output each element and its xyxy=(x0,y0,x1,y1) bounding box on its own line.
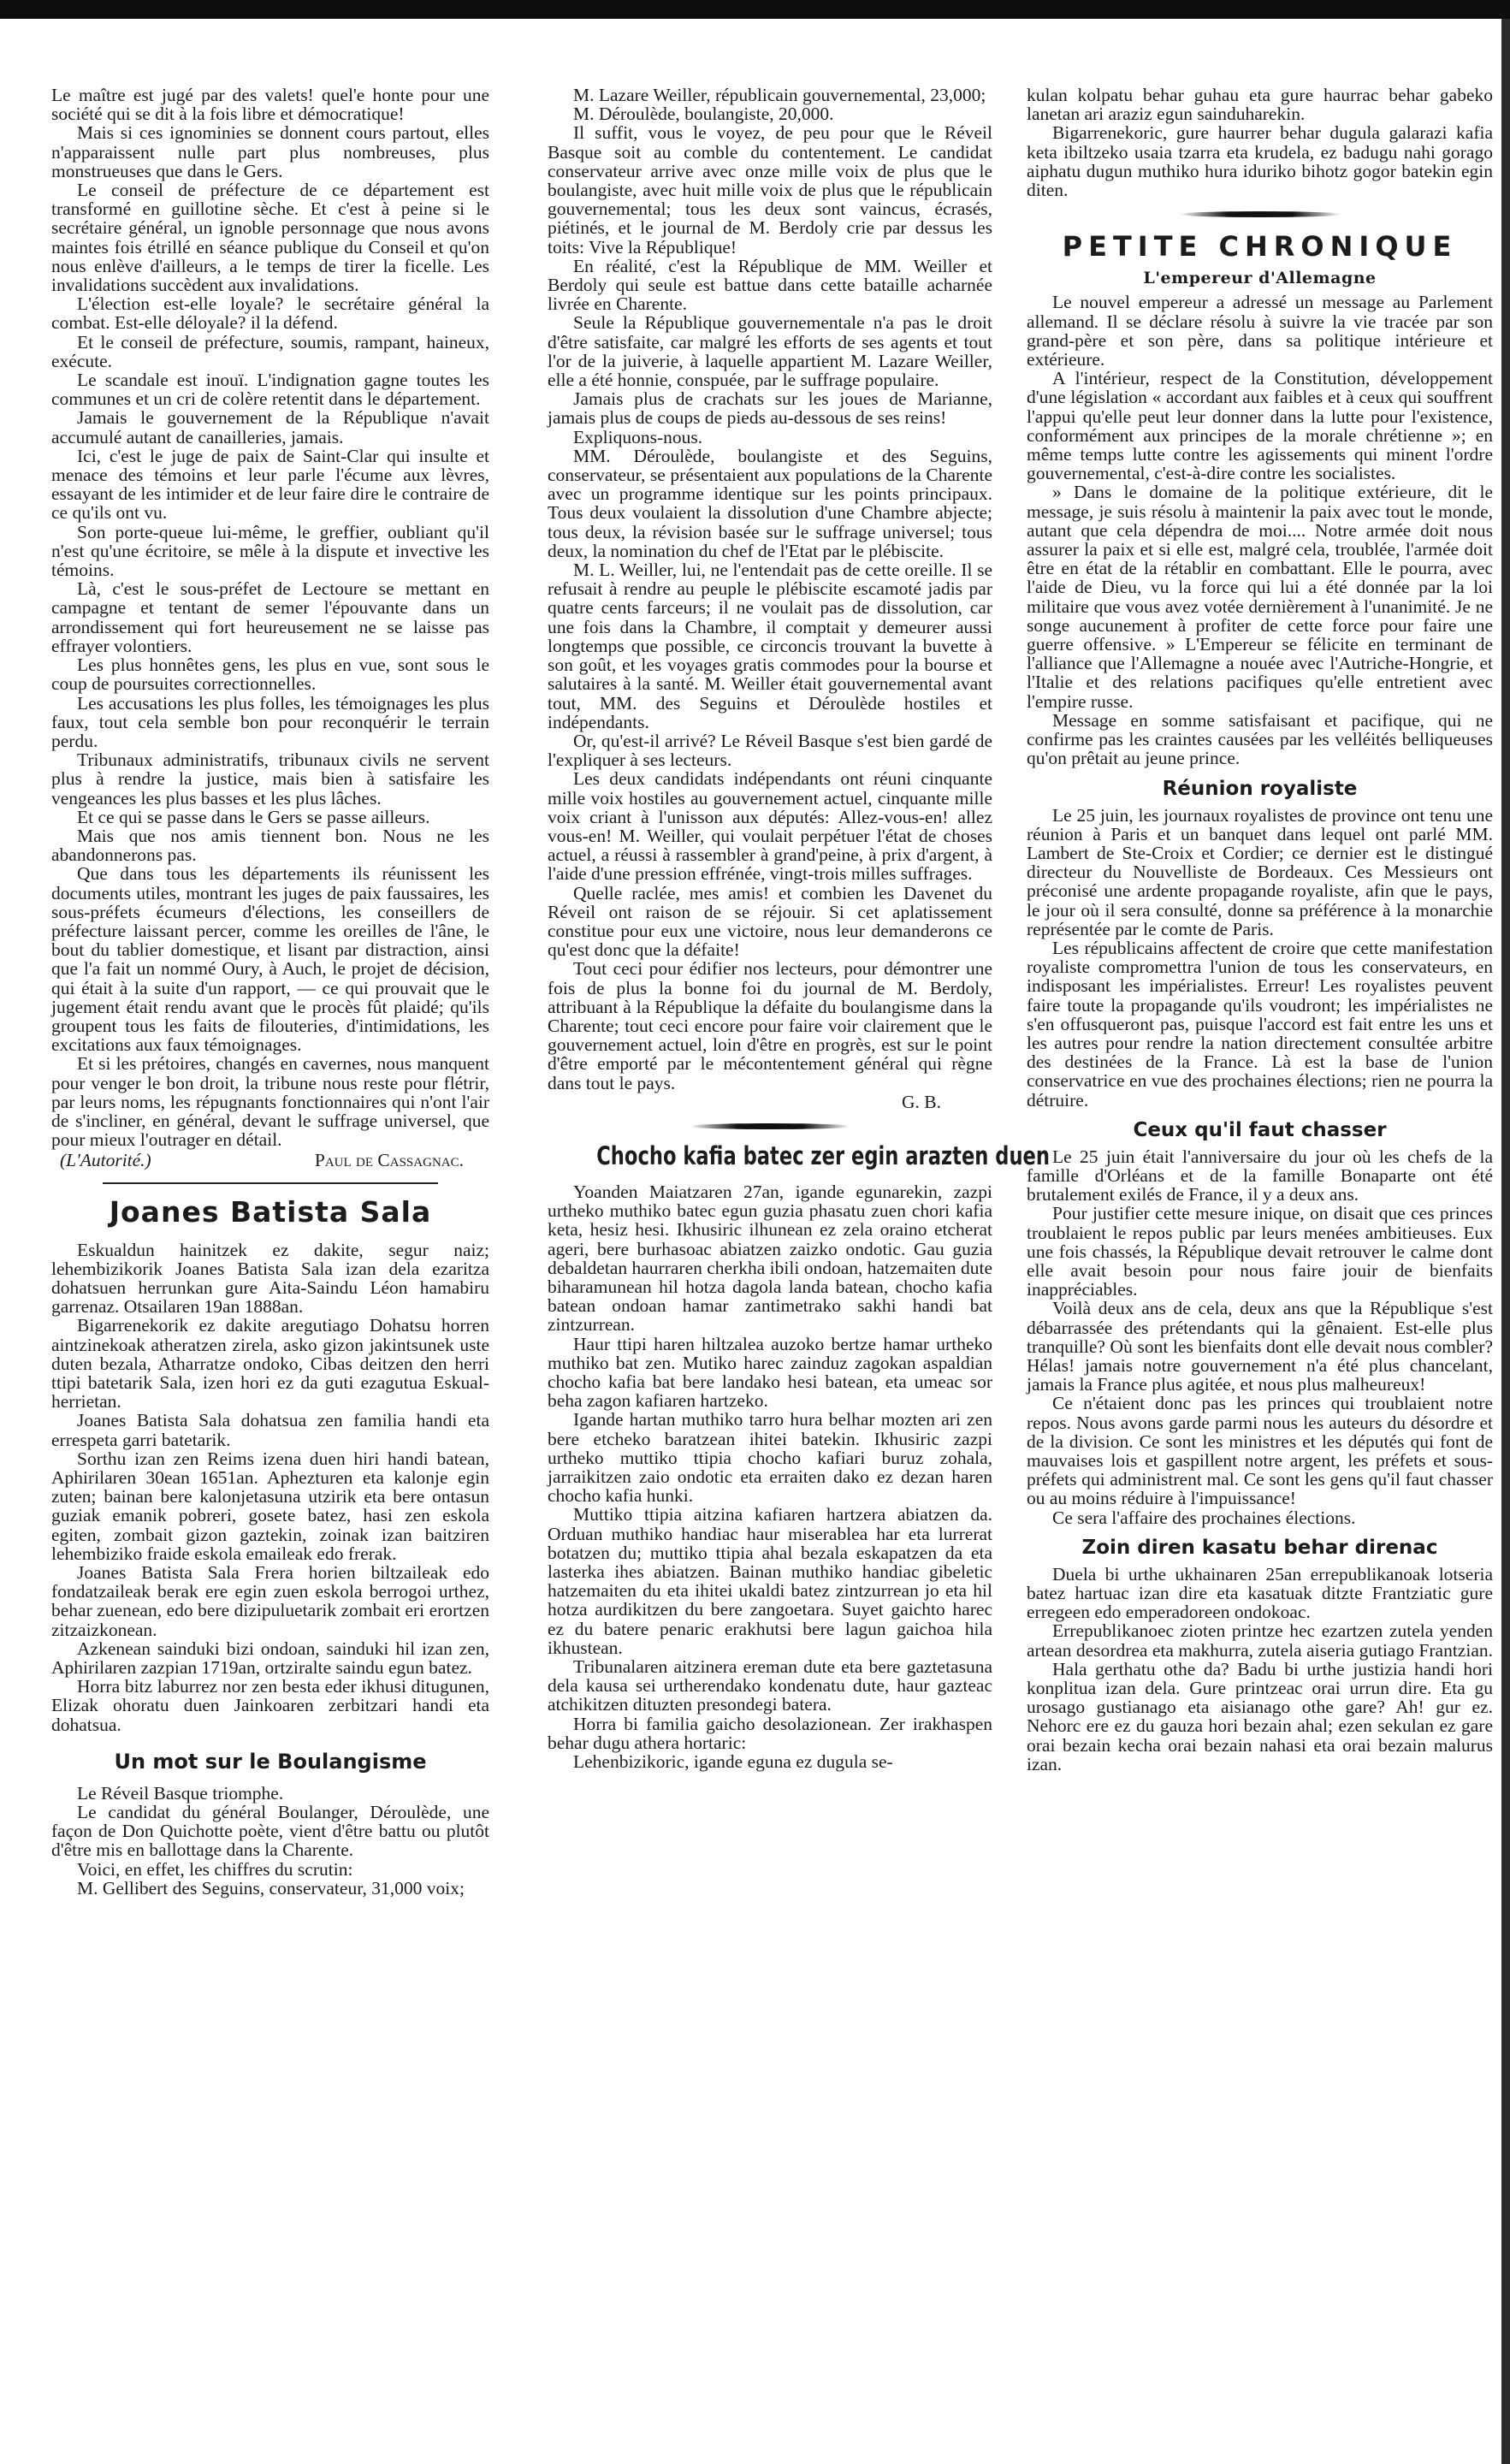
article-paragraph: Les deux candidats indépendants ont réuni cinquante mille voix hostiles au gouvernement actuel, cinquante mille voix criant à l'unisson aux députés: Allez-vous-en! allez vous-en! M. Weiller, qui voulait perpétuer l'état de choses actuel, a réussi à rassembler à grand'peine, à prix d'argent, à l'aide d'une pression effrénée, vingt-trois milles suffrages. xyxy=(548,768,992,885)
article-paragraph: Duela bi urthe ukhainaren 25an errepublikanoak lotseria batez hartuac izan dire eta kasatuak ditzte Frantziatic gure erregeen edo emperadoreen ondokoac. xyxy=(1027,1563,1493,1623)
article-paragraph: MM. Déroulède, boulangiste et des Seguins, conservateur, se présentaient aux populations de la Charente avec un programme identique sur les points principaux. Tous deux voulaient la dissolution d'une Chambre abjecte; tous deux, la révision basée sur le suffrage universel; tous deux, la nomination du chef de l'Etat par le plébiscite. xyxy=(548,445,992,561)
right-page-edge xyxy=(1501,19,1510,2464)
article-paragraph: Sorthu izan zen Reims izena duen hiri handi batean, Aphirilaren 30ean 1651an. Aphezturen eta kalonje egin zuten; bainan bere kalonjetasuna utzirik eta bere ontasun guziak emanik pobreri, gosete batez, hasi zen eskola egiten, zombait gizon gaztekin, zoinak izan baitziren lehembiziko fraide eskola emaileak edo frerak. xyxy=(51,1448,489,1564)
article-paragraph: Bigarrenekoric, gure haurrer behar dugula galarazi kafia keta ibiltzeko usaia tzarra eta krudela, ez badugu nahi gorago aiphatu dugun muthiko hura iduriko bihotz gogor batekin egin diten. xyxy=(1027,122,1493,201)
article-paragraph: M. Lazare Weiller, républicain gouvernemental, 23,000; xyxy=(573,85,986,105)
article-paragraph: Haur ttipi haren hiltzalea auzoko bertze hamar urtheko muthiko bat zen. Mutiko harec zainduz zagokan aspaldian chocho kafia bat bere landako hesi batean, eta umeac sor beha zagon kafiaren hartzeko. xyxy=(548,1333,992,1412)
article-paragraph: Les républicains affectent de croire que cette manifestation royaliste compromettra l'union de tous les conservateurs, en indisposant les impérialistes. Erreur! Les royalistes peuvent faire toute la propagande qu'ils voudront; les impérialistes ne s'en offusqueront pas, puisque l'accord est fait entre les uns et les autres pour rendre la nation directement consultée arbitre des destinées de la France. Là est la base de l'union conservatrice en vue des prochaines élections; rien ne pourra la détruire. xyxy=(1027,937,1493,1111)
article-paragraph: Tout ceci pour édifier nos lecteurs, pour démontrer une fois de plus la bonne foi du journal de M. Berdoly, attribuant à la République la défaite du boulangisme dans la Charente; tout ceci encore pour faire voir clairement que le gouvernement actuel, loin d'être en progrès, est sur le point d'être emporté par le mécontentement général qui règne dans tout le pays. xyxy=(548,958,992,1093)
article-paragraph: Le nouvel empereur a adressé un message au Parlement allemand. Il se déclare résolu à suivre la vie tracée par son grand-père et son père, dans sa politique intérieure et extérieure. xyxy=(1027,292,1493,370)
article-paragraph: En réalité, c'est la République de MM. Weiller et Berdoly qui seule est battue dans cette bataille acharnée livrée en Charente. xyxy=(548,255,992,315)
article-paragraph: Le 25 juin, les journaux royalistes de province ont tenu une réunion à Paris et un banquet dans lequel ont parlé MM. Lambert de Ste-Croix et Cordier; ce dernier est le distingué directeur du Nouvelliste de Bordeaux. Ces Messieurs ont préconisé une ardente propagande royaliste, afin que le pays, le jour où il sera consulté, donne sa préférence à la monarchie représentée par le comte de Paris. xyxy=(1027,804,1493,939)
reunion-royaliste-heading: Réunion royaliste xyxy=(1162,777,1358,800)
column-3 xyxy=(1027,86,1493,2447)
boulangisme-article xyxy=(51,1784,489,1898)
article-paragraph: A l'intérieur, respect de la Constitution, développement d'une législation « accordant aux faibles et à ceux qui souffrent l'appui qu'elle peut leur donner dans la lutte pour l'existence, conformément aux principes de la morale chrétienne »; en même temps lutte contre les agissements qui minent l'ordre gouvernemental, c'est-à-dire contre les socialistes. xyxy=(1027,368,1493,484)
chasser-article xyxy=(1027,1147,1493,1527)
article-paragraph: Et le conseil de préfecture, soumis, rampant, haineux, exécute. xyxy=(51,331,489,371)
article-paragraph: Il suffit, vous le voyez, de peu pour que le Réveil Basque soit au comble du contentement. Le candidat conservateur arrive avec onze mille voix de plus que le boulangiste, avec huit mille voix de plus que le républicain gouvernemental; tous les deux sont vaincus, écrasés, piétinés, et le journal de M. Berdoly crie par dessus les toits: Vive la République! xyxy=(548,122,992,258)
article-signature: G. B. xyxy=(902,1091,941,1112)
article-paragraph: M. Gellibert des Seguins, conservateur, 31,000 voix; xyxy=(77,1877,465,1898)
article-paragraph: Mais que nos amis tiennent bon. Nous ne les abandonnerons pas. xyxy=(51,825,489,866)
signature-source: (L'Autorité.) xyxy=(60,1150,151,1171)
chocho-heading: Chocho kafia batec zer egin arazten duen xyxy=(596,1140,1051,1170)
article-signature xyxy=(51,1151,489,1170)
article-paragraph: Que dans tous les départements ils réunissent les documents utiles, montrant les juges de paix faussaires, les sous-préfets écumeurs d'élections, les conseillers de préfecture laissant percer, comme les oreilles de l'âne, le bout du tablier domestique, et lisant par distraction, ainsi que l'a fait un nommé Oury, à Auch, le projet de décision, qui était à la suite d'un rapport, — ce qui prouvait que le jugement était rendu avant que le procès fût plaidé; qu'ils groupent tous les faits de filouteries, d'intimidations, les excitations aux faux témoignages. xyxy=(51,863,489,1056)
article-paragraph: Le scandale est inouï. L'indignation gagne toutes les communes et un cri de colère retentit dans le département. xyxy=(51,370,489,410)
article-paragraph: Voilà deux ans de cela, deux ans que la République s'est débarrassée des prétendants qui la gênaient. Est-elle plus tranquille? Où sont les bienfaits dont elle devait nous combler? Hélas! jamais notre gouvernement n'a été plus chancelant, jamais la France plus agitée, et nous plus malheureux! xyxy=(1027,1298,1493,1395)
article-paragraph: Joanes Batista Sala Frera horien biltzaileak edo fondatzaileak berak ere egin zuen eskola berrogoi urthez, behar zuenean, edo bere dizipuluetarik zombait eri erortzen zitzaizkonean. xyxy=(51,1562,489,1640)
article-paragraph: » Dans le domaine de la politique extérieure, dit le message, je suis résolu à maintenir la paix avec tout le monde, autant que cela dépendra de moi.... Notre armée doit nous assurer la paix et si elle est, malgré cela, troublée, l'armée doit être en état de la rétablir en combattant. Elle le pourra, avec l'aide de Dieu, vu la force qui lui a été donnée par la loi militaire que vous avez votée dernièrement à l'unanimité. Je ne songe aucunement à profiter de cette force pour faire une guerre offensive. » L'Empereur se félicite en terminant de l'alliance que l'Allemagne a nouée avec l'Autriche-Hongrie, et l'Italie et des relations pacifiques qu'elle entretient avec l'empire russe. xyxy=(1027,482,1493,712)
article-paragraph: Ce sera l'affaire des prochaines élections. xyxy=(1052,1507,1356,1528)
article-paragraph: Hala gerthatu othe da? Badu bi urthe justizia handi hori konplitua izan dela. Gure printzeac orai urrun dire. Eta gu urosago gustianago eta aisianago othe gare? Ah! gur ez. Nehorc ere ez du gauza hori bezain ahal; ezen sekulan ez gare orai bezain kecha orai bezain nahasi eta orai bezain malurus izan. xyxy=(1027,1658,1493,1774)
boulangisme-heading: Un mot sur le Boulangisme xyxy=(114,1749,427,1774)
article-paragraph: L'élection est-elle loyale? le secrétaire général la combat. Est-elle déloyale? il la défend. xyxy=(51,293,489,334)
article-paragraph: Jamais plus de crachats sur les joues de Marianne, jamais plus de coups de pieds au-dessous de ses reins! xyxy=(548,388,992,429)
article-paragraph: Le candidat du général Boulanger, Déroulède, une façon de Don Quichotte poète, vient d'être battu ou plutôt d'être mis en ballottage dans la Charente. xyxy=(51,1802,489,1861)
article-paragraph: Et ce qui se passe dans le Gers se passe ailleurs. xyxy=(77,806,430,827)
joanes-heading: Joanes Batista Sala xyxy=(109,1194,432,1229)
section-ornament xyxy=(1179,211,1341,217)
boulangisme-continued xyxy=(548,86,992,1111)
article-paragraph: Azkenean sainduki bizi ondoan, sainduki hil izan zen, Aphirilaren zazpian 1719an, ortziralte saindu egun batez. xyxy=(51,1638,489,1679)
article-paragraph: Mais si ces ignominies se donnent cours partout, elles n'apparaissent nulle part plus nombreuses, plus monstrueuses que dans le Gers. xyxy=(51,122,489,181)
article-paragraph: M. L. Weiller, lui, ne l'entendait pas de cette oreille. Il se refusait à rendre au peuple le plébiscite escamoté jadis par quatre cents farceurs; il ne voulait pas de dissolution, car une fois dans la Chambre, il comptait y demeurer aussi longtemps que possible, ce circoncis trouvant la buvette à son goût, et les voyages gratis commodes pour la bourse et salutaires à la santé. M. Weiller était gouvernemental avant tout, MM. des Seguins et Déroulède hostiles et indépendants. xyxy=(548,560,992,732)
royaliste-article xyxy=(1027,806,1493,1110)
article-paragraph: Igande hartan muthiko tarro hura belhar mozten ari zen bere etcheko baratzean ihitei batekin. Ikhusiric zazpi urtheko muttiko ttipia chocho kafiari buruz zohala, jarraikitzen zaio ondotic eta erraiten dako ez dezan haren chocho kafia hunki. xyxy=(548,1409,992,1507)
article-paragraph: Eskualdun hainitzek ez dakite, segur naiz; lehembizikorik Joanes Batista Sala izan dela ezaritza dohatsuen herrunkan gure Aita-Saindu Léon hamabiru garrenaz. Otsailaren 19an 1888an. xyxy=(51,1239,489,1318)
article-paragraph: Jamais le gouvernement de la République n'avait accumulé autant de canailleries, jamais. xyxy=(51,407,489,447)
column-2 xyxy=(548,85,1051,2447)
article-paragraph: Tribunalaren aitzinera ereman dute eta bere gaztetasuna dela kausa sei urtherendako kondenatu dute, haur gazteac atchikitzen dituzten presondegi batera. xyxy=(548,1656,992,1715)
emperor-article xyxy=(1027,293,1493,767)
article-paragraph: Seule la République gouvernementale n'a pas le droit d'être satisfaite, car malgré les efforts de ses agents et tout l'or de la juiverie, à laquelle appartient M. Lazare Weiller, elle a été honnie, conspuée, par le suffrage populaire. xyxy=(548,312,992,391)
signature-author: Paul de Cassagnac. xyxy=(314,1150,464,1171)
article-paragraph: kulan kolpatu behar guhau eta gure haurrac behar gabeko lanetan ari araziz egun sainduharekin. xyxy=(1027,85,1493,125)
joanes-article xyxy=(51,1241,489,1734)
article-paragraph: Muttiko ttipia aitzina kafiaren hartzera abiatzen da. Orduan muthiko handiac haur miserablea har eta lurrerat botatzen du; muttiko ttipia ahal bezala eskapatzen da eta lasterka ihes abiatzen. Bainan muthiko handiac gibeletic hatzemaiten du eta ihitei ukaldi batez zintzurrean jo eta hil hotza aurdikitzen du bere zangoetara. Suyet gaichto harec ez du batere penaric erakhutsi bere lagun gaichoa hila ikhustean. xyxy=(548,1504,992,1658)
article-paragraph: Horra bi familia gaicho desolazionean. Zer irakhaspen behar dugu athera hortaric: xyxy=(548,1713,992,1753)
section-ornament xyxy=(689,1123,851,1129)
article-paragraph: Yoanden Maiatzaren 27an, igande egunarekin, zazpi urtheko muthiko batec egun guzia phasatu zuen chori kafia keta, hesiz hesi. Ikhusiric ilhunean ez zela oraino etcherat ageri, bere burhasoac abiatzen zaizko ondotic. Gau guzia debaldetan haurraren cherkha ibili ondoan, hatzemaiten dute biharamunean hil hotza dagola landa batean, chocho kafia batean ondoan hamar zantimetrako sakhi handi bat zintzurrean. xyxy=(548,1181,992,1336)
article-paragraph: M. Déroulède, boulangiste, 20,000. xyxy=(573,104,834,125)
article-paragraph: Les plus honnêtes gens, les plus en vue, sont sous le coup de poursuites correctionnelles. xyxy=(51,654,489,695)
article-paragraph: Le Réveil Basque triomphe. xyxy=(77,1782,284,1804)
ceux-quil-faut-chasser-heading: Ceux qu'il faut chasser xyxy=(1133,1118,1387,1141)
zoin-article xyxy=(1027,1565,1493,1774)
article-paragraph: Le 25 juin était l'anniversaire du jour où les chefs de la famille d'Orléans et de la famille Bonaparte ont été brutalement exilés de France, il y a deux ans. xyxy=(1027,1146,1493,1205)
article-paragraph: Lehenbizikoric, igande eguna ez dugula se- xyxy=(573,1751,893,1773)
zoin-diren-heading: Zoin diren kasatu behar direnac xyxy=(1081,1536,1438,1559)
article-paragraph: Tribunaux administratifs, tribunaux civils ne servent plus à rendre la justice, mais bien à satisfaire les vengeances les plus basses et les plus lâches. xyxy=(51,749,489,808)
article-paragraph: Or, qu'est-il arrivé? Le Réveil Basque s'est bien gardé de l'expliquer à ses lecteurs. xyxy=(548,730,992,771)
article-paragraph: Message en somme satisfaisant et pacifique, qui ne confirme pas les craintes causées par les velléités belliqueuses qu'on prêtait au jeune prince. xyxy=(1027,709,1493,769)
article-paragraph: Errepublikanoec zioten printze hec ezartzen zutela yenden artean desordrea eta makhurra, zutela aiseria gutiago Frantzian. xyxy=(1027,1620,1493,1661)
cassagnac-article xyxy=(51,86,489,1170)
article-paragraph: Ce n'étaient donc pas les princes qui troublaient notre repos. Nous avons garde parmi nous les auteurs du désordre et de la division. Ce sont les ministres et les députés qui font de mauvaises lois et gaspillent notre argent, les préfets et sous-préfets qui administrent mal. Ce sont les gens qu'il faut chasser ou au moins réduire à l'impuissance! xyxy=(1027,1393,1493,1509)
article-paragraph: Le conseil de préfecture de ce département est transformé en guillotine sèche. Et c'est à peine si le secrétaire général, un ignoble personnage que nous avons maintes fois étrillé en séance publique du Conseil et qu'on nous enlève d'ailleurs, a le temps de tirer la ficelle. Les invalidations succèdent aux invalidations. xyxy=(51,180,489,296)
article-paragraph: Expliquons-nous. xyxy=(573,426,703,447)
section-divider xyxy=(103,1182,438,1184)
article-paragraph: Les accusations les plus folles, les témoignages les plus faux, tout cela semble bon pour reconquérir le terrain perdu. xyxy=(51,692,489,751)
chocho-article xyxy=(548,1182,992,1771)
article-paragraph: Son porte-queue lui-même, le greffier, oubliant qu'il n'est qu'une écritoire, se mêle à la dispute et invective les témoins. xyxy=(51,521,489,581)
article-paragraph: Ici, c'est le juge de paix de Saint-Clar qui insulte et menace des témoins et leur parle l'écume aux lèvres, essayant de les intimider et de leur faire dire le contraire de ce qu'ils ont vu. xyxy=(51,445,489,524)
article-paragraph: Quelle raclée, mes amis! et combien les Davenet du Réveil ont raison de se réjouir. Si cet aplatissement constitue pour eux une victoire, nous leur demanderons ce qu'est donc que la défaite! xyxy=(548,882,992,961)
column-1 xyxy=(51,86,489,2447)
article-paragraph: Pour justifier cette mesure inique, on disait que ces princes troublaient le repos public par leurs menées ambitieuses. Eux une fois chassés, la République devait retrouver le calme dont elle avait besoin pour nous faire jouir de bienfaits inappréciables. xyxy=(1027,1203,1493,1300)
article-paragraph: Là, c'est le sous-préfet de Lectoure se mettant en campagne et tentant de semer l'épouvante dans un arrondissement qui fort heureusement ne se laisse pas effrayer volontiers. xyxy=(51,578,489,656)
petite-chronique-heading: PETITE CHRONIQUE xyxy=(1062,230,1458,264)
article-paragraph: Bigarrenekorik ez dakite aregutiago Dohatsu horren aintzinekoak atheratzen zirela, asko gizon jakintsunek uste duten bezala, Atharratze ondoko, Cibas deitzen den herri ttipi batetarik Sala, izen hori ez da guti ezagutua Eskual-herrietan. xyxy=(51,1315,489,1413)
article-paragraph: Horra bitz laburrez nor zen besta eder ikhusi ditugunen, Elizak ohoratu duen Jainkoaren zerbitzari handi eta dohatsua. xyxy=(51,1676,489,1735)
chocho-continued xyxy=(1027,86,1493,199)
article-paragraph: Et si les prétoires, changés en cavernes, nous manquent pour venger le bon droit, la tribune nous reste pour flétrir, par leurs noms, les répugnants fonctionnaires qui n'ont l'air de s'incliner, en général, devant le suffrage universel, que pour mieux l'outrager en détail. xyxy=(51,1053,489,1151)
top-scan-bar xyxy=(0,0,1510,19)
article-paragraph: Joanes Batista Sala dohatsua zen familia handi eta errespeta garri batetarik. xyxy=(51,1410,489,1450)
emperor-heading: L'empereur d'Allemagne xyxy=(1143,269,1377,288)
article-paragraph: Le maître est jugé par des valets! quel'e honte pour une société qui se dit à la fois libre et démocratique! xyxy=(51,85,489,125)
article-paragraph: Voici, en effet, les chiffres du scrutin: xyxy=(77,1858,353,1880)
